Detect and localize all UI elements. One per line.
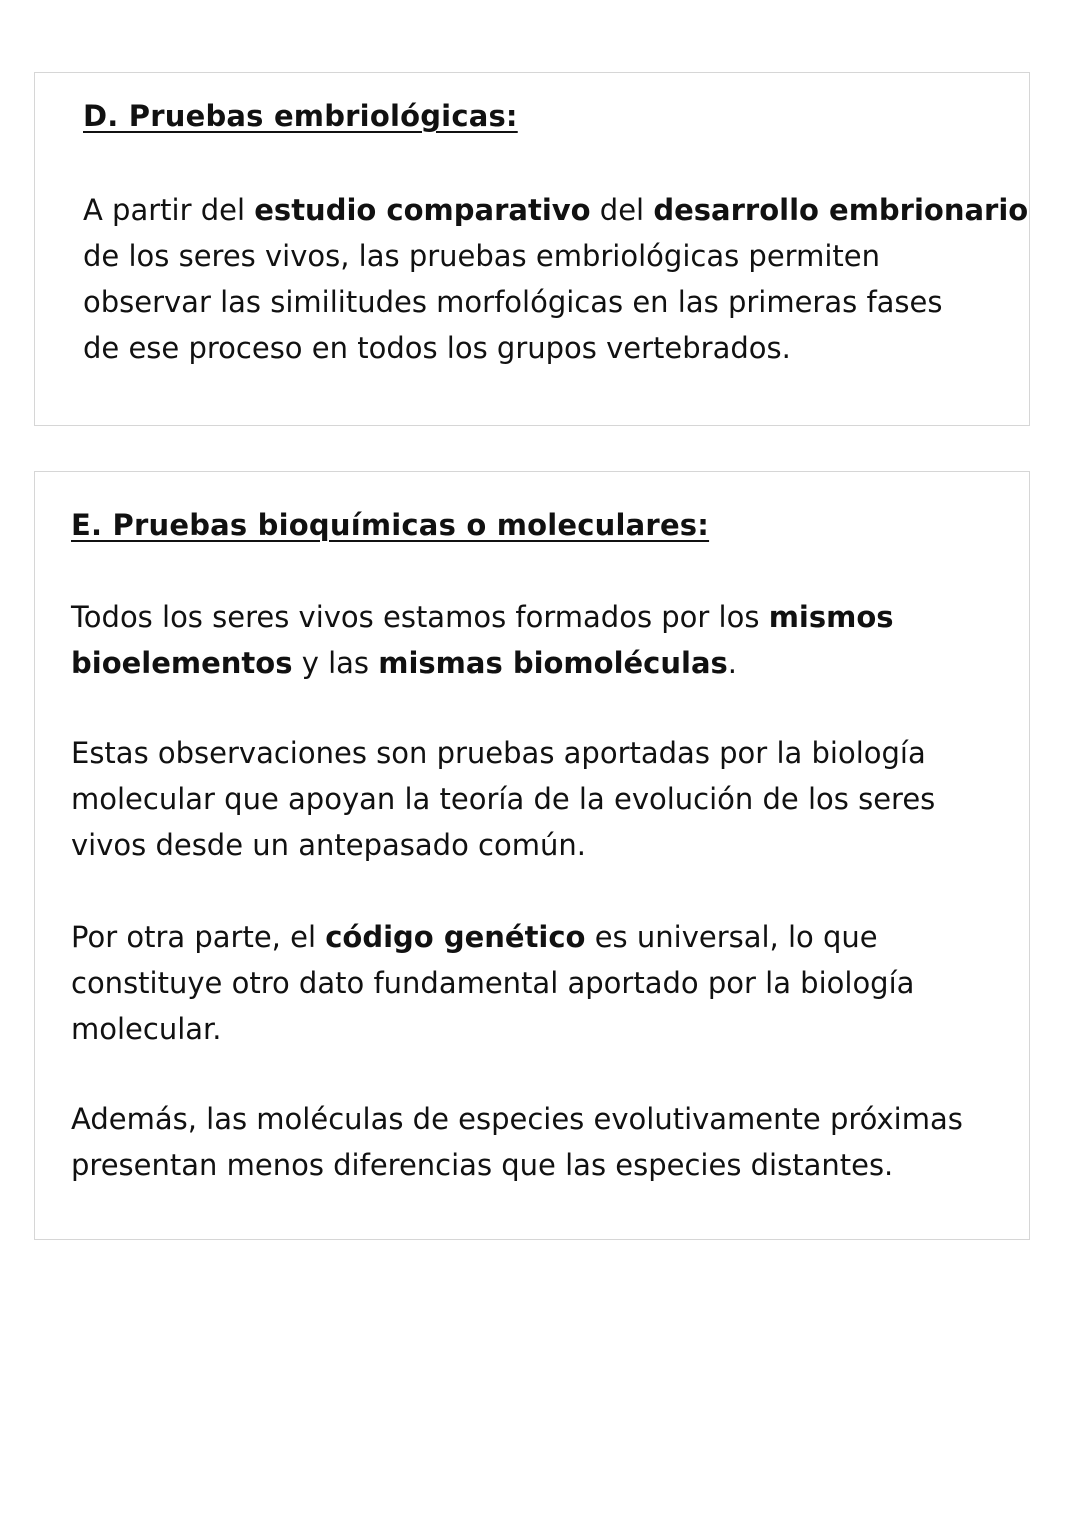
bold-term: mismas biomoléculas bbox=[378, 646, 728, 680]
text-line bbox=[83, 187, 1028, 233]
section-d-paragraph bbox=[83, 187, 1028, 371]
text-line: presentan menos diferencias que las especies distantes. bbox=[71, 1148, 894, 1182]
text-run: Todos los seres vivos estamos formados por los bbox=[71, 600, 769, 634]
text-run: Por otra parte, el bbox=[71, 920, 326, 954]
bold-term: estudio comparativo bbox=[254, 193, 591, 227]
section-d-heading: D. Pruebas embriológicas: bbox=[83, 99, 518, 133]
section-e-paragraph-4 bbox=[71, 1096, 963, 1188]
text-line: Estas observaciones son pruebas aportadas por la biología bbox=[71, 736, 926, 770]
text-line: constituye otro dato fundamental aportado por la biología bbox=[71, 966, 915, 1000]
text-line: de los seres vivos, las pruebas embriológicas permiten bbox=[83, 239, 880, 273]
text-line bbox=[71, 640, 894, 686]
section-e-paragraph-3 bbox=[71, 914, 914, 1052]
section-e-paragraph-1 bbox=[71, 594, 894, 686]
text-run: del bbox=[590, 193, 654, 227]
text-line: molecular que apoyan la teoría de la evolución de los seres bbox=[71, 782, 936, 816]
section-e-box bbox=[34, 471, 1030, 1240]
bold-term: mismos bbox=[768, 600, 894, 634]
text-run: A partir del bbox=[83, 193, 255, 227]
bold-term: desarrollo embrionario bbox=[653, 193, 1029, 227]
text-line: Además, las moléculas de especies evolutivamente próximas bbox=[71, 1102, 963, 1136]
section-e-paragraph-2 bbox=[71, 730, 935, 868]
text-line: molecular. bbox=[71, 1012, 222, 1046]
text-line bbox=[71, 914, 914, 960]
bold-term: código genético bbox=[325, 920, 586, 954]
text-line: vivos desde un antepasado común. bbox=[71, 828, 586, 862]
section-d-box bbox=[34, 72, 1030, 426]
text-run: . bbox=[727, 646, 738, 680]
text-line: observar las similitudes morfológicas en las primeras fases bbox=[83, 285, 943, 319]
section-e-heading: E. Pruebas bioquímicas o moleculares: bbox=[71, 508, 710, 542]
text-run: es universal, lo que bbox=[585, 920, 878, 954]
text-run: y las bbox=[292, 646, 379, 680]
bold-term: bioelementos bbox=[71, 646, 293, 680]
text-line bbox=[71, 594, 894, 640]
text-line: de ese proceso en todos los grupos vertebrados. bbox=[83, 331, 791, 365]
